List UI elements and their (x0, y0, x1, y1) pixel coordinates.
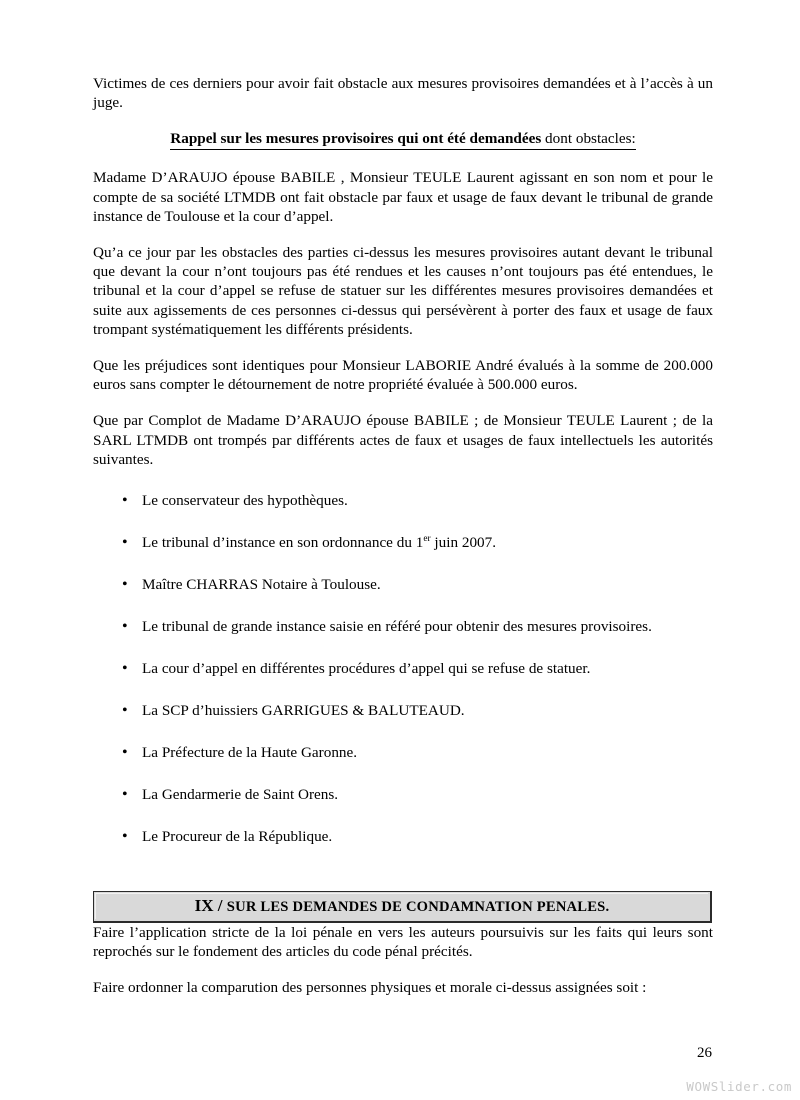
rappel-heading-inner (170, 129, 635, 150)
list-item (93, 701, 713, 720)
bullet-icon: • (122, 786, 128, 804)
list-item (93, 659, 713, 678)
list-item (93, 575, 713, 594)
list-item-label: La cour d’appel en différentes procédures d’appel qui se refuse de statuer. (142, 660, 591, 678)
bullet-icon: • (122, 828, 128, 846)
banner-section-number: IX / (194, 896, 227, 916)
list-item-label: Maître CHARRAS Notaire à Toulouse. (142, 576, 381, 594)
list-item-label-part-2: juin 2007. (430, 534, 497, 552)
paragraph-araujo: Madame D’ARAUJO épouse BABILE , Monsieur TEULE Laurent agissant en son nom et pour le compte de sa société LTMDB ont fait obstacle par faux et usage de faux devant le tribunal de grande instance de Toulouse et la cour d’appel. (93, 169, 713, 225)
paragraph-complot: Que par Complot de Madame D’ARAUJO épouse BABILE ; de Monsieur TEULE Laurent ; de la SARL LTMDB ont trompés par différents actes de faux et usages de faux intellectuels les autorités suivantes. (93, 412, 713, 468)
paragraph-intro: Victimes de ces derniers pour avoir fait obstacle aux mesures provisoires demandées et à l’accès à un juge. (93, 75, 713, 112)
rappel-heading-bold: Rappel sur les mesures provisoires qui ont été demandées (170, 130, 542, 148)
list-item (93, 743, 713, 762)
paragraph-application: Faire l’application stricte de la loi pénale en vers les auteurs poursuivis sur les faits qui leurs sont reprochés sur le fondement des articles du code pénal précités. (93, 924, 713, 961)
section-heading-banner (93, 891, 712, 923)
bullet-icon: • (122, 744, 128, 762)
list-item-ordinal-superscript: er (423, 533, 431, 544)
list-item-label: La Préfecture de la Haute Garonne. (142, 744, 358, 762)
rappel-heading-regular: dont obstacles: (541, 130, 636, 148)
list-item (93, 491, 713, 510)
banner-section-label: SUR LES DEMANDES DE CONDAMNATION PENALES. (226, 899, 610, 916)
banner-text (94, 896, 710, 916)
bullet-icon: • (122, 492, 128, 510)
bullet-icon: • (122, 576, 128, 594)
watermark: WOWSlider.com (686, 1079, 792, 1094)
authorities-list (93, 491, 713, 846)
list-item-label: La SCP d’huissiers GARRIGUES & BALUTEAUD. (142, 702, 465, 720)
list-item (93, 785, 713, 804)
list-item-label-part-1: Le tribunal d’instance en son ordonnance du 1 (142, 534, 424, 552)
bullet-icon: • (122, 618, 128, 636)
list-item (93, 533, 713, 552)
bullet-icon: • (122, 534, 128, 552)
list-item (93, 617, 713, 636)
paragraph-obstacles: Qu’a ce jour par les obstacles des parties ci-dessus les mesures provisoires autant devant le tribunal que devant la cour n’ont toujours pas été rendues et les causes n’ont toujours pas été entendues, le tribunal et la cour d’appel se refuse de statuer sur les différentes mesures provisoires demandées et suite aux agissements de ces personnes ci-dessus qui persévèrent à porter des faux et usage de faux trompant systématiquement les différents présidents. (93, 244, 713, 338)
list-item-label: Le Procureur de la République. (142, 828, 333, 846)
bullet-icon: • (122, 660, 128, 678)
paragraph-comparution: Faire ordonner la comparution des personnes physiques et morale ci-dessus assignées soit : (93, 979, 647, 997)
paragraph-prejudices: Que les préjudices sont identiques pour Monsieur LABORIE André évalués à la somme de 200.000 euros sans compter le détournement de notre propriété évaluée à 500.000 euros. (93, 357, 713, 394)
page-number: 26 (697, 1045, 712, 1061)
list-item-label: Le conservateur des hypothèques. (142, 492, 348, 510)
bullet-icon: • (122, 702, 128, 720)
list-item (93, 827, 713, 846)
list-item-label: La Gendarmerie de Saint Orens. (142, 786, 339, 804)
list-item-label: Le tribunal de grande instance saisie en référé pour obtenir des mesures provisoires. (142, 618, 652, 636)
document-body (93, 74, 713, 1015)
rappel-heading (93, 129, 713, 150)
